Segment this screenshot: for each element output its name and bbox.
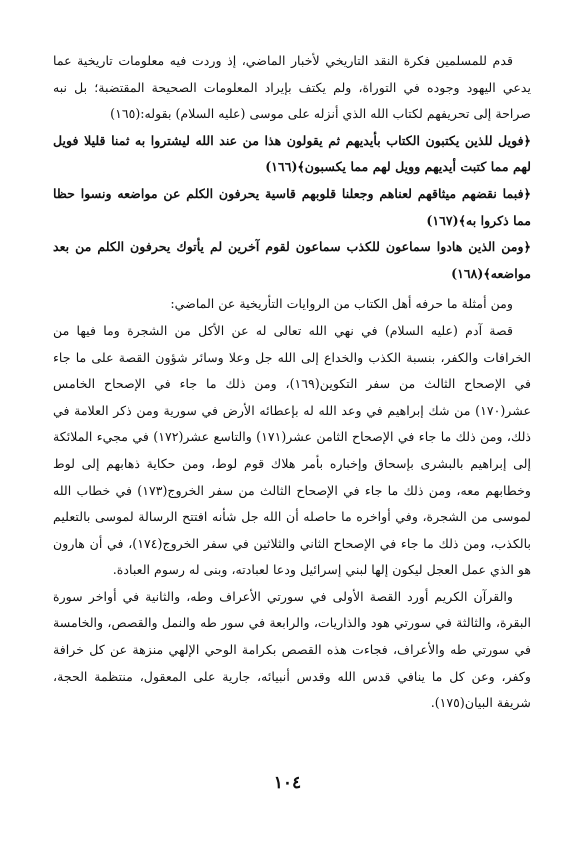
- quran-verse-1: ﴿فويل للذين يكتبون الكتاب بأيديهم ثم يقولون هذا من عند الله ليشتروا به ثمنا قليلا فويل لهم مما كتبت أيديهم وويل لهم مما يكسبون﴾(١٦٦): [53, 132, 531, 175]
- page-body: [53, 48, 531, 717]
- examples-heading: ومن أمثلة ما حرفه أهل الكتاب من الروايات التأريخية عن الماضي:: [170, 296, 513, 312]
- quran-verse-3: ﴿ومن الذين هادوا سماعون للكذب سماعون لقوم آخرين لم يأتوك يحرفون الكلم من بعد مواضعه﴾(١٦٨): [53, 239, 531, 281]
- quran-comparison-paragraph: والقرآن الكريم أورد القصة الأولى في سورتي الأعراف وطه، والثانية في أواخر سورة البقرة، والثالثة في سورتي هود والذاريات، والرابعة في سور طه والنمل والقصص، والخامسة في سورتي طه والأعراف، فجاءت هذه القصص بكرامة الوحي الإلهي منزهة عن كل خرافة وكفر، وعن كل ما ينافي قدس الله وقدس أنبيائه، جارية على المعقول، منتظمة الحجة، شريفة البيان(١٧٥).: [53, 588, 531, 711]
- quran-verse-2: ﴿فبما نقضهم ميثاقهم لعناهم وجعلنا قلوبهم قاسية يحرفون الكلم عن مواضعه ونسوا حظا مما ذكروا به﴾(١٦٧): [53, 185, 531, 228]
- page-number: ١٠٤: [273, 773, 302, 793]
- intro-paragraph: قدم للمسلمين فكرة النقد التاريخي لأخبار الماضي، إذ وردت فيه معلومات تاريخية عما يدعي اليهود وجوده في التوراة، ولم يكتف بإيراد المعلومات الصحيحة المقتضبة؛ بل نبه صراحة إلى تحريفهم لكتاب الله الذي أنزله على موسى (عليه السلام) بقوله:(١٦٥): [53, 53, 531, 122]
- examples-paragraph: قصة آدم (عليه السلام) في نهي الله تعالى له عن الأكل من الشجرة وما فيها من الخرافات والكفر، بنسبة الكذب والخداع إلى الله جل وعلا وسائر شؤون القصة على ما جاء في الإصحاح الثالث من سفر التكوين(١٦٩)، ومن ذلك ما جاء في الإصحاح الخامس عشر(١٧٠) من شك إبراهيم في وعد الله له بإعطائه الأرض في سورية ومن ذكر العلامة في ذلك، ومن ذلك ما جاء في الإصحاح الثامن عشر(١٧١) والتاسع عشر(١٧٢) في مجيء الملائكة إلى إبراهيم بالبشرى بإسحاق وإخباره بأمر هلاك قوم لوط، ومن حكاية ذهابهم إلى لوط وخطابهم معه، ومن ذلك ما جاء في الإصحاح الثالث من سفر الخروج(١٧٣) في خطاب الله لموسى من الشجرة، وفي أواخره ما حاصله أن الله جل شأنه افتتح الرسالة لموسى بالتعليم بالكذب، ومن ذلك ما جاء في الإصحاح الثاني والثلاثين في سفر الخروج(١٧٤)، في أن هارون هو الذي عمل العجل ليكون إلها لبني إسرائيل ودعا لعبادته، وبنى له رسوم العبادة.: [53, 322, 532, 578]
